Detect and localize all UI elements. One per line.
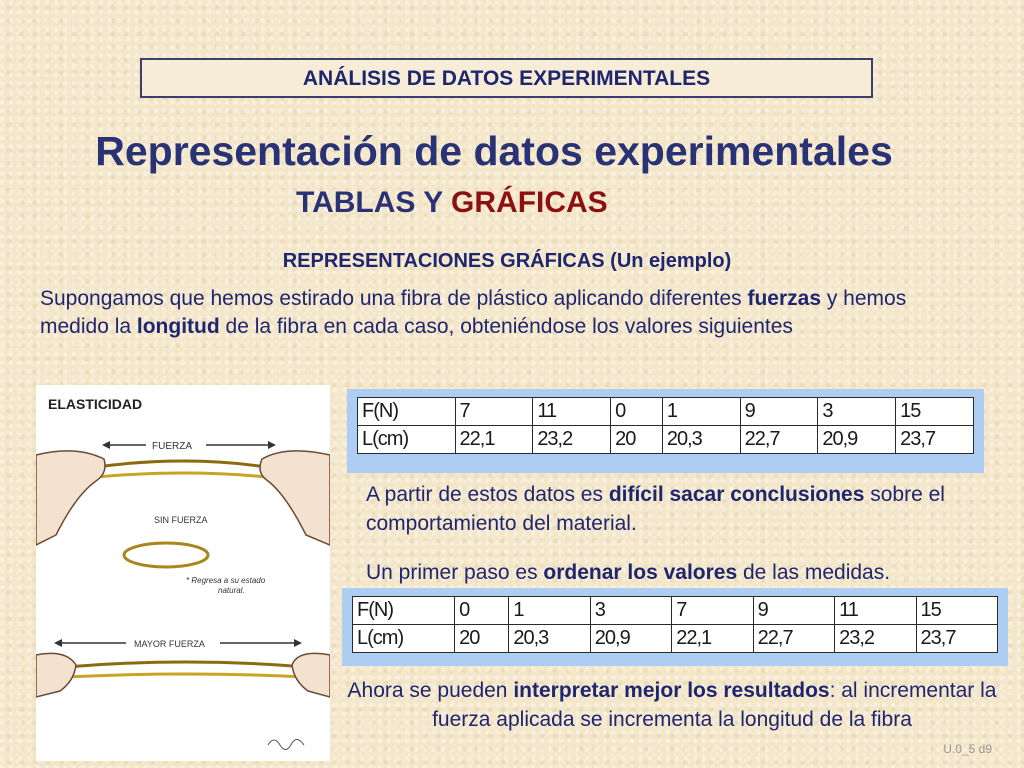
table-cell: 20 [455, 625, 509, 653]
para4-text-1: Ahora se pueden [347, 679, 514, 702]
band-relaxed [124, 543, 208, 567]
table-cell: 3 [590, 597, 671, 625]
table1-panel [347, 389, 984, 473]
paragraph-interpretation [342, 676, 1002, 734]
left-hand-bottom [36, 653, 76, 697]
table-cell: L(cm) [358, 426, 456, 454]
band-stretched2-bottom [66, 674, 306, 677]
table-row-force [353, 597, 998, 625]
subtitle-part2: GRÁFICAS [451, 186, 608, 219]
subtitle [296, 186, 608, 220]
page-title: Representación de datos experimentales [95, 128, 893, 174]
table-cell: 23,7 [896, 426, 974, 454]
table-row-length [353, 625, 998, 653]
table-cell: 1 [509, 597, 590, 625]
table-cell: 0 [611, 398, 663, 426]
table-row-length [358, 426, 974, 454]
arrow2-right-head [294, 639, 302, 647]
arrow-left-head [102, 441, 110, 449]
paragraph-order [366, 561, 1006, 585]
elasticity-illustration [36, 385, 330, 761]
table-cell: 22,1 [672, 625, 753, 653]
table-cell: 7 [455, 398, 533, 426]
label-no-force: SIN FUERZA [154, 515, 208, 525]
table-cell: 22,1 [455, 426, 533, 454]
para3-text-2: de las medidas. [737, 561, 891, 584]
table-cell: 15 [916, 597, 997, 625]
label-more-force: MAYOR FUERZA [134, 639, 205, 649]
table-cell: 20,9 [818, 426, 896, 454]
table-cell: 15 [896, 398, 974, 426]
table-cell: 23,2 [835, 625, 916, 653]
intro-text-2: y hemos medido la [40, 287, 907, 338]
table-cell: 9 [753, 597, 834, 625]
table-cell: 20,9 [590, 625, 671, 653]
data-table-ordered [352, 596, 998, 653]
table-cell: 11 [533, 398, 611, 426]
table-cell: 7 [672, 597, 753, 625]
intro-text-1: Supongamos que hemos estirado una fibra de plástico aplicando diferentes [40, 287, 748, 310]
label-force: FUERZA [152, 441, 192, 452]
label-note-line1: * Regresa a su estado [186, 576, 266, 585]
table-cell: 22,7 [753, 625, 834, 653]
section-heading: REPRESENTACIONES GRÁFICAS (Un ejemplo) [282, 250, 732, 272]
para2-text-1: A partir de estos datos es [366, 483, 609, 506]
table-cell: 11 [835, 597, 916, 625]
label-note-line2: natural. [218, 586, 245, 595]
table-cell: 20,3 [662, 426, 740, 454]
table-cell: F(N) [353, 597, 455, 625]
left-hand-top [36, 451, 105, 545]
elasticity-drawing [36, 385, 330, 761]
arrow-right-head [268, 441, 276, 449]
band-stretched-top [96, 461, 266, 467]
slide-id: U.0_5 d9 [943, 742, 992, 756]
data-table-unordered [357, 397, 974, 454]
intro-paragraph [40, 285, 970, 341]
signature [268, 739, 304, 749]
table-cell: 23,7 [916, 625, 997, 653]
right-hand-bottom [292, 653, 330, 697]
table2-panel [342, 588, 1008, 666]
arrow2-left-head [54, 639, 62, 647]
illustration-title: ELASTICIDAD [48, 396, 143, 412]
subtitle-part1: TABLAS Y [296, 186, 452, 219]
table-cell: F(N) [358, 398, 456, 426]
table-cell: 20,3 [509, 625, 590, 653]
band-stretched2-top [66, 662, 306, 667]
band-stretched-bottom [96, 473, 266, 477]
table-cell: 1 [662, 398, 740, 426]
table-cell: L(cm) [353, 625, 455, 653]
para3-bold: ordenar los valores [543, 561, 738, 584]
paragraph-conclusions [366, 480, 996, 538]
para2-text-2: sobre el comportamiento del material. [366, 483, 945, 535]
table-row-force [358, 398, 974, 426]
table-cell: 20 [611, 426, 663, 454]
para2-bold: difícil sacar conclusiones [608, 483, 865, 506]
intro-bold-longitud: longitud [136, 315, 220, 338]
header-box [140, 58, 873, 98]
table-cell: 9 [740, 398, 818, 426]
para4-text-2: : al incrementar la fuerza aplicada se incrementa la longitud de la fibra [432, 679, 997, 731]
right-hand-top [260, 451, 330, 545]
header-text: ANÁLISIS DE DATOS EXPERIMENTALES [302, 67, 711, 90]
table-cell: 0 [455, 597, 509, 625]
table-cell: 3 [818, 398, 896, 426]
para3-text-1: Un primer paso es [366, 561, 544, 584]
intro-text-3: de la fibra en cada caso, obteniéndose los valores siguientes [219, 315, 793, 338]
table-cell: 23,2 [533, 426, 611, 454]
para4-bold: interpretar mejor los resultados [513, 679, 830, 702]
table-cell: 22,7 [740, 426, 818, 454]
intro-bold-fuerzas: fuerzas [747, 287, 821, 310]
